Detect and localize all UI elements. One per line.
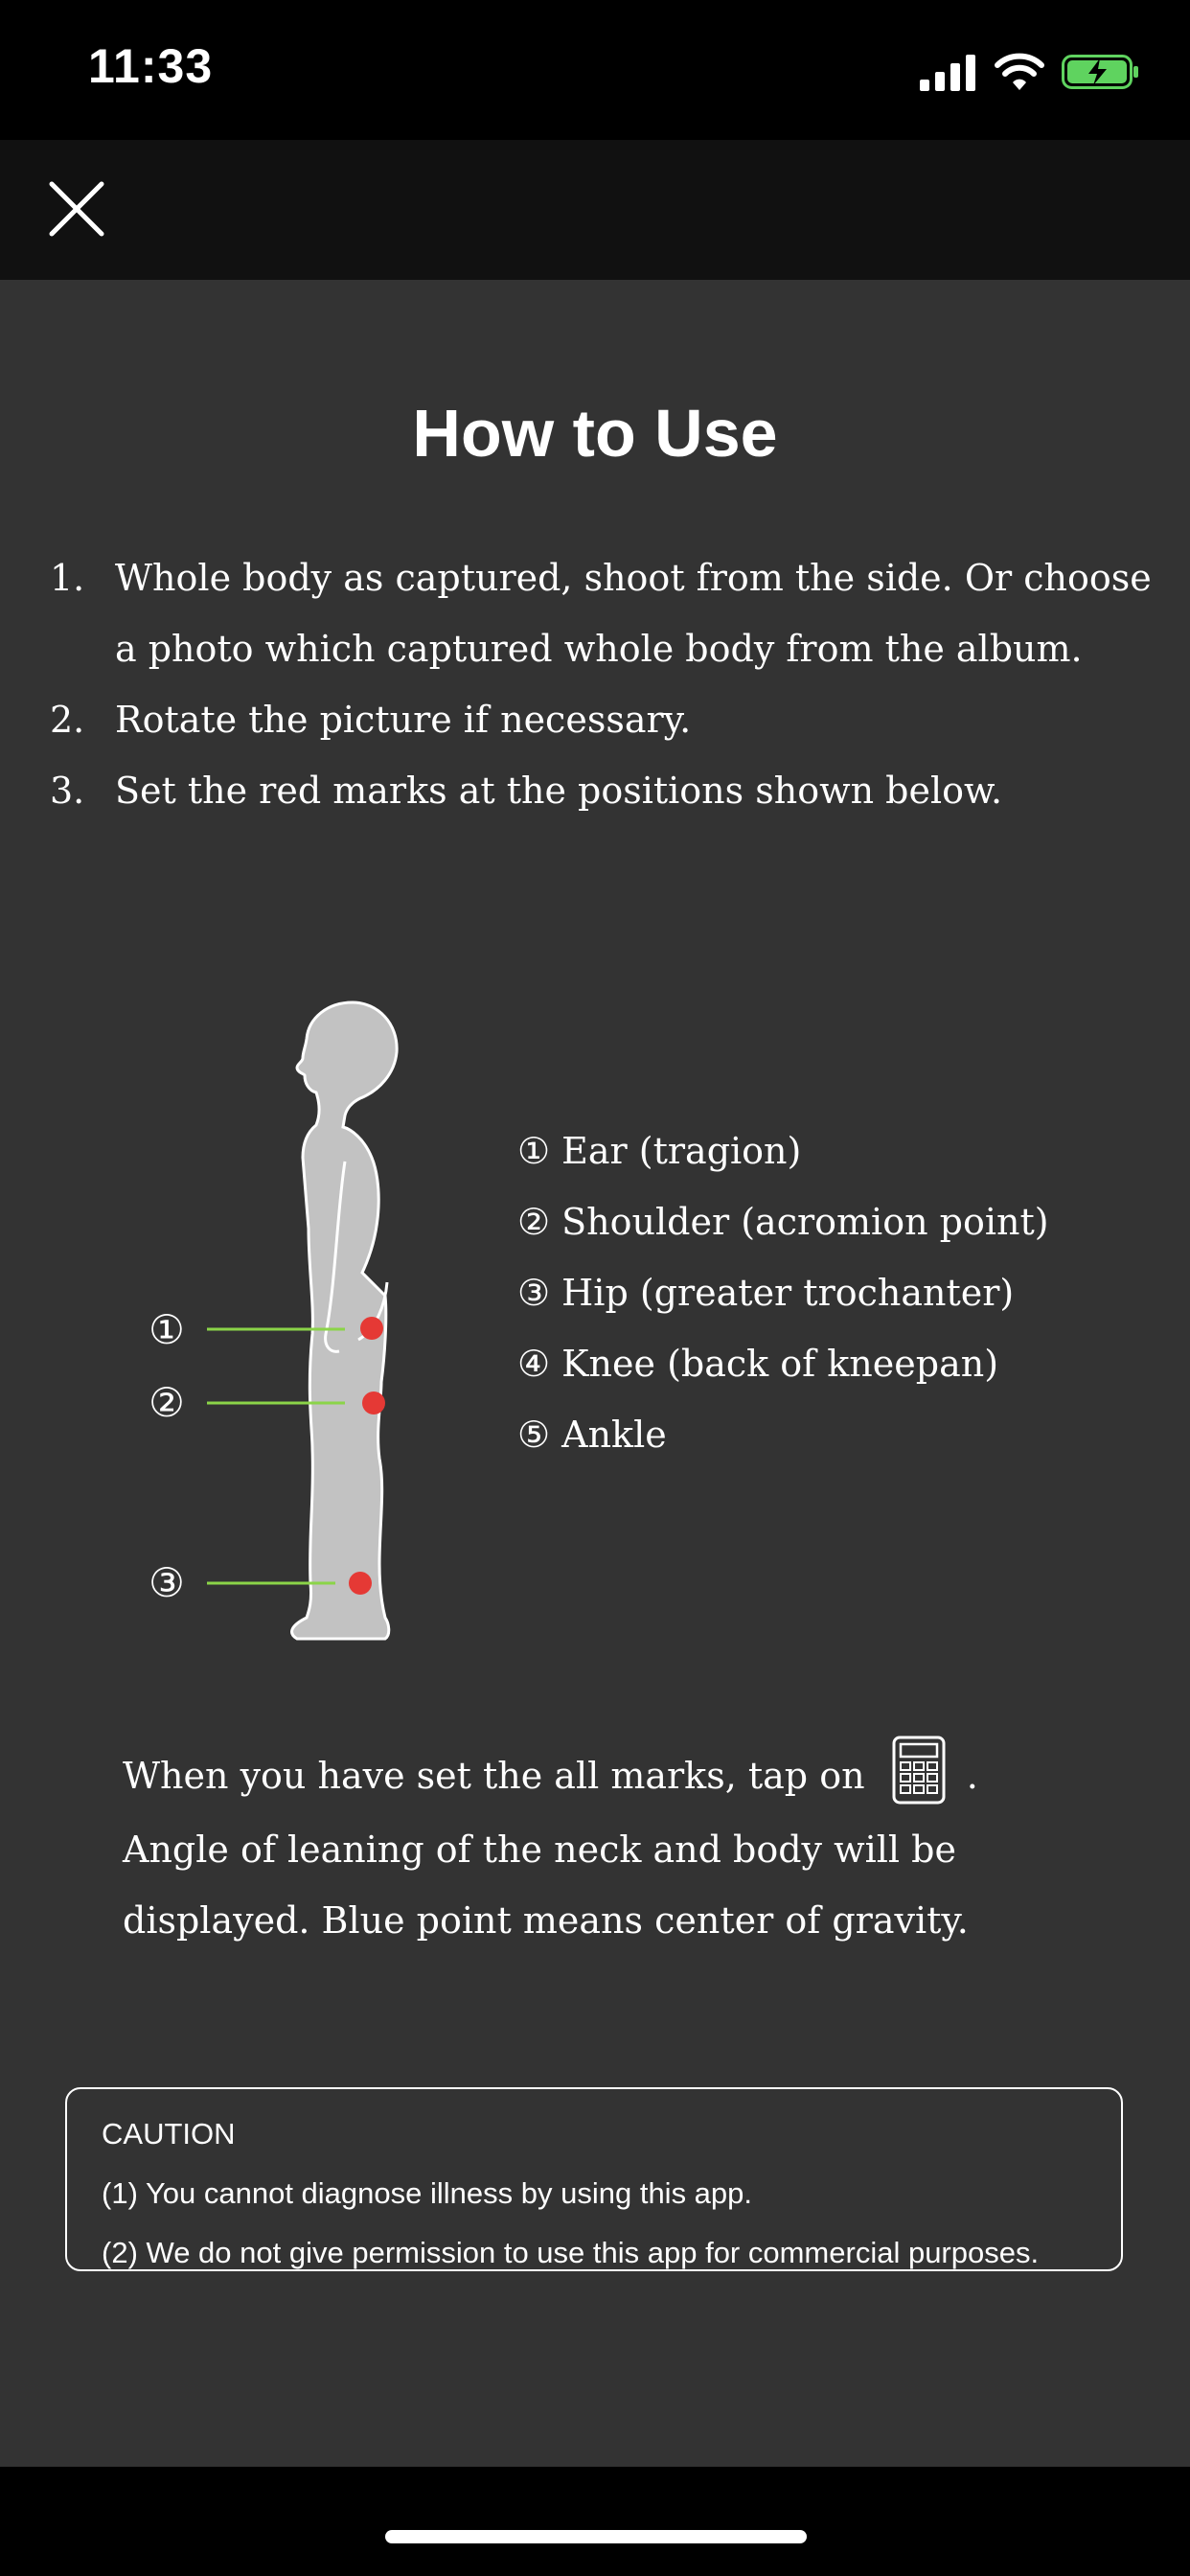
calculator-icon — [892, 1736, 946, 1805]
instruction-note — [123, 1740, 1129, 1956]
marker-label-shoulder: ② — [149, 1379, 185, 1426]
step-number: 2. — [50, 699, 85, 741]
home-indicator[interactable] — [385, 2530, 807, 2543]
step-number: 3. — [50, 770, 85, 812]
close-button[interactable] — [42, 174, 111, 243]
marker-label-hip: ③ — [149, 1559, 185, 1606]
cellular-signal-icon — [920, 53, 977, 91]
marker-label-ear: ① — [149, 1306, 185, 1353]
body-silhouette — [292, 1002, 398, 1639]
note-line: displayed. Blue point means center of gravity. — [123, 1898, 969, 1942]
note-line — [123, 1740, 1129, 1814]
step-item — [50, 542, 1152, 684]
caution-item: (2) We do not give permission to use this app for commercial purposes. — [102, 2236, 1040, 2269]
marker-dot-hip — [349, 1572, 372, 1595]
status-time: 11:33 — [88, 39, 214, 93]
note-text: When you have set the all marks, tap on — [123, 1755, 865, 1797]
legend-item: ⑤ Ankle — [517, 1414, 667, 1456]
step-text: Rotate the picture if necessary. — [115, 699, 692, 741]
caution-item: (1) You cannot diagnose illness by using this app. — [102, 2176, 753, 2210]
marker-dot-ear — [360, 1317, 383, 1340]
note-line: Angle of leaning of the neck and body will be — [123, 1828, 956, 1871]
step-number: 1. — [50, 557, 85, 599]
marker-legend — [517, 1116, 1049, 1470]
step-item — [50, 684, 1152, 755]
battery-charging-icon — [1062, 53, 1140, 91]
page-title: How to Use — [412, 396, 778, 471]
body-diagram — [134, 989, 450, 1679]
step-text: Set the red marks at the positions shown below. — [115, 770, 1003, 812]
note-period: . — [966, 1755, 978, 1797]
legend-item: ③ Hip (greater trochanter) — [517, 1272, 1015, 1314]
step-item — [50, 755, 1152, 826]
steps-list — [50, 542, 1152, 826]
legend-item: ④ Knee (back of kneepan) — [517, 1343, 999, 1385]
legend-item: ② Shoulder (acromion point) — [517, 1201, 1049, 1243]
nav-bar — [0, 140, 1190, 280]
close-icon — [42, 174, 111, 243]
wifi-icon — [995, 53, 1044, 91]
caution-title: CAUTION — [102, 2117, 236, 2150]
content-panel — [0, 280, 1190, 2467]
status-icons — [920, 48, 1140, 96]
caution-box — [65, 2087, 1123, 2271]
marker-dot-shoulder — [362, 1392, 385, 1414]
legend-item: ① Ear (tragion) — [517, 1130, 802, 1172]
status-bar — [0, 0, 1190, 140]
step-text: Whole body as captured, shoot from the side. Or choose a photo which captured whole body from the album. — [115, 557, 1152, 670]
